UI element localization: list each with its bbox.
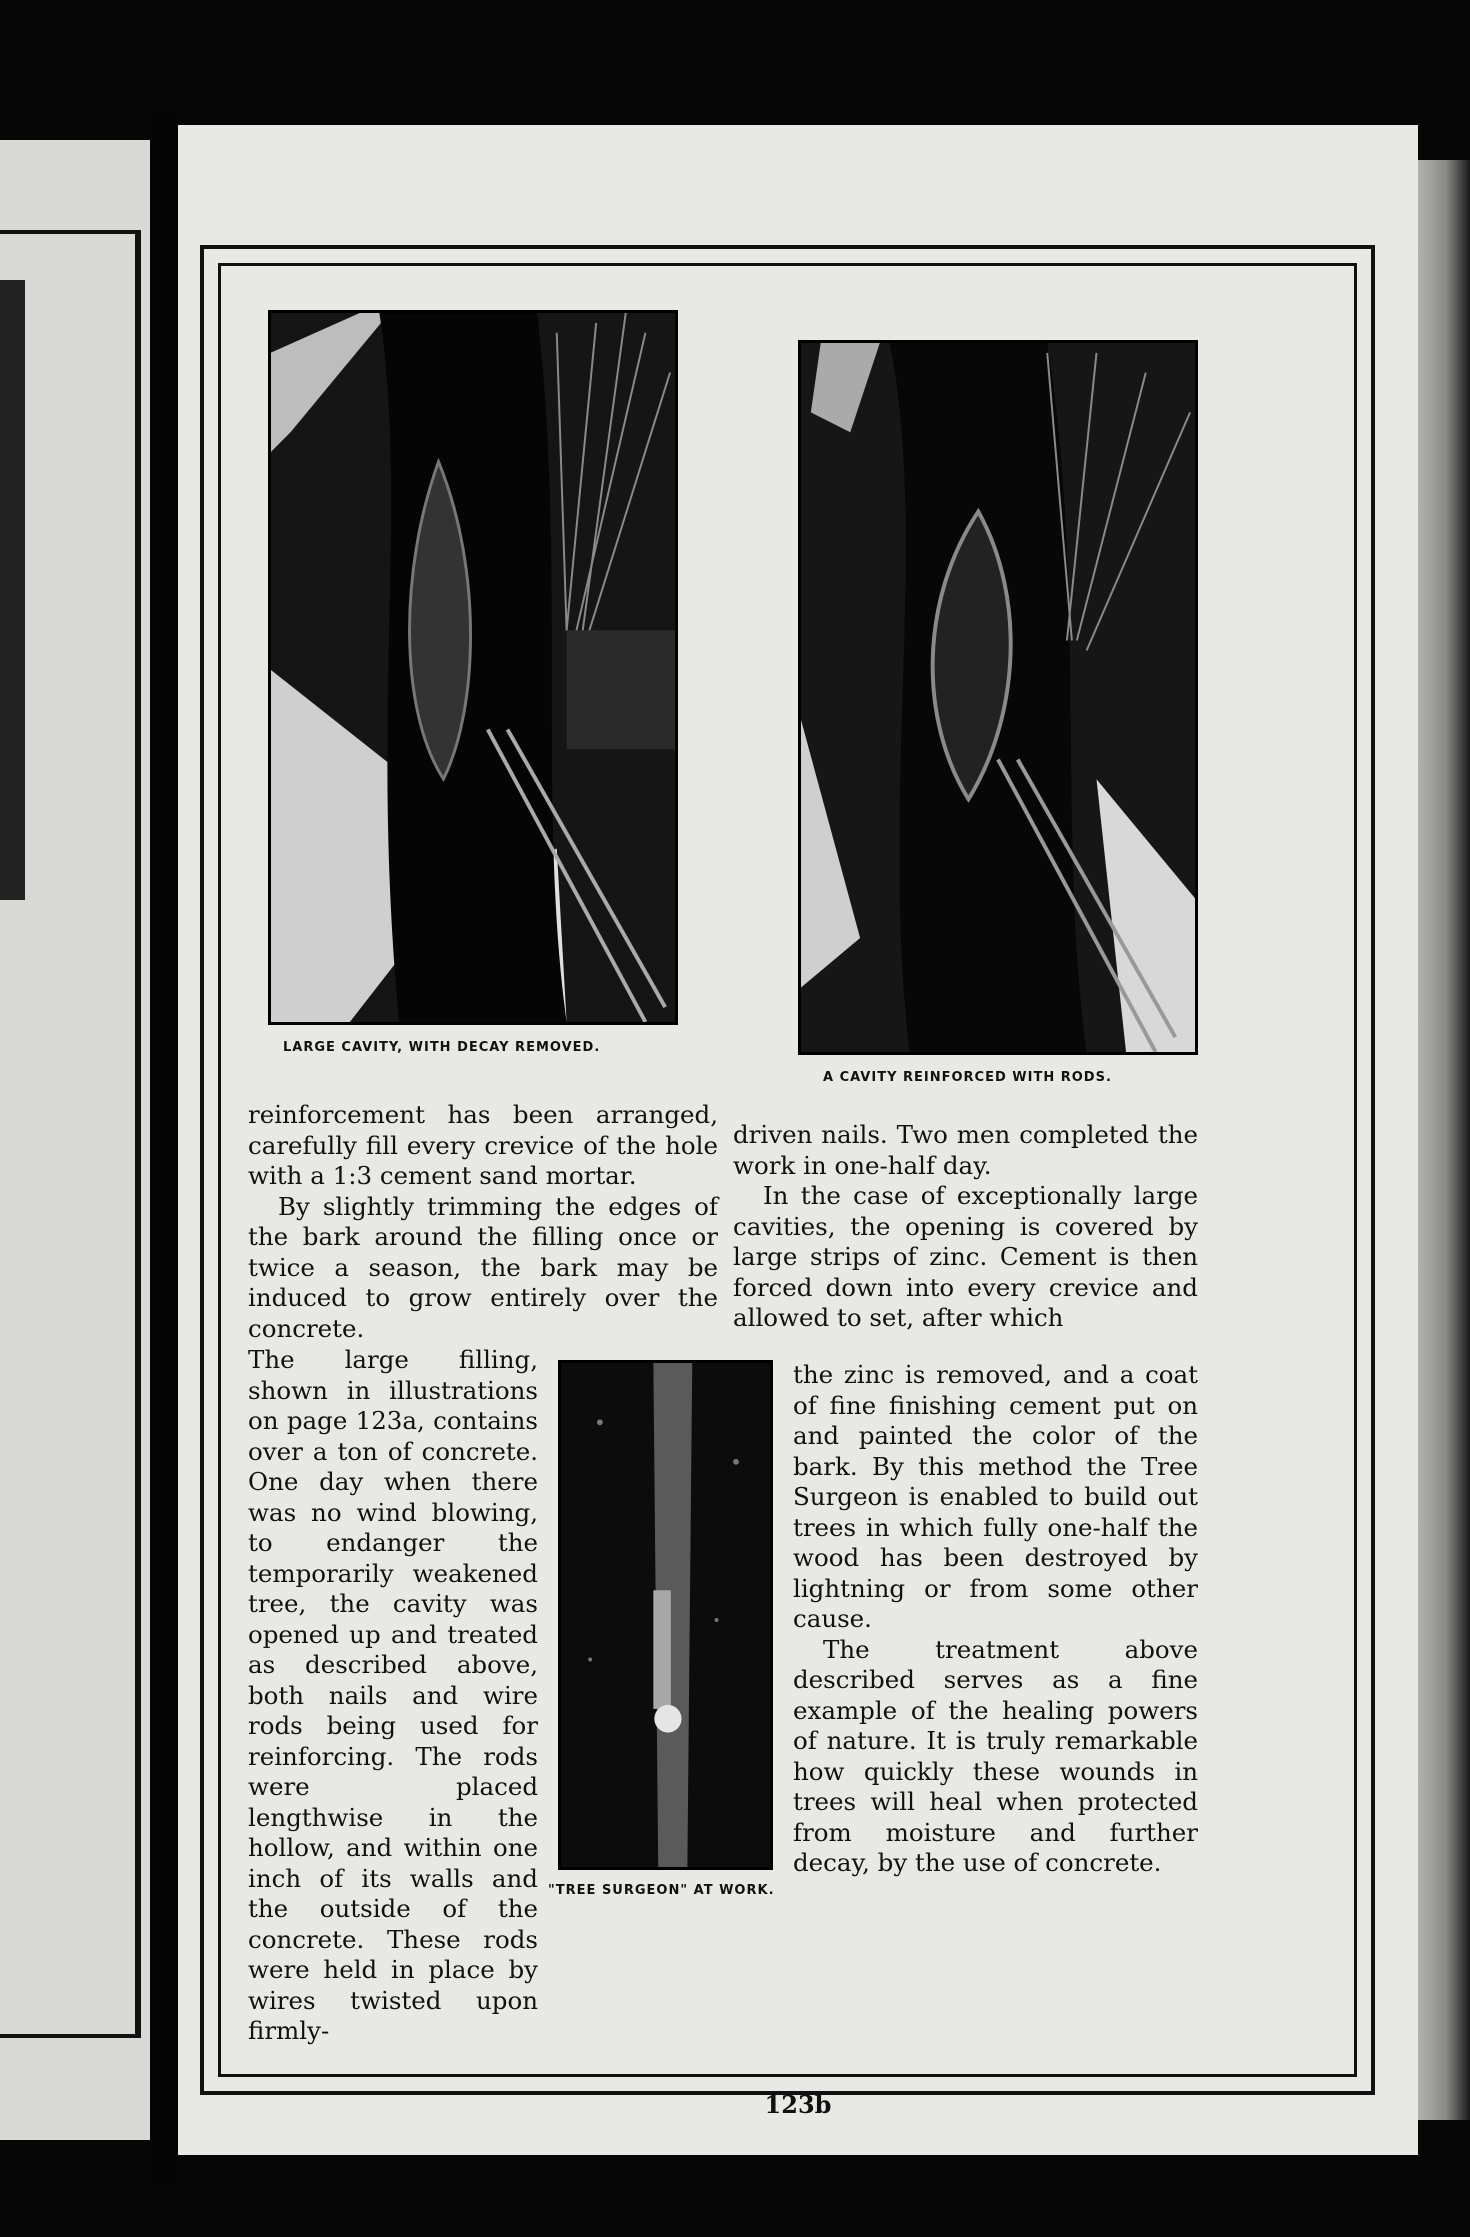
facing-page-edge — [0, 140, 150, 2140]
caption-photo-2: A CAVITY REINFORCED WITH RODS. — [823, 1070, 1112, 1085]
page-stack-edge — [1410, 160, 1470, 2120]
paragraph: The treatment above described serves as a fine example of the healing powers of nature. It is truly remarkable how quickly these wounds in trees will heal when protected from moisture and further decay, by the use of concrete. — [793, 1634, 1198, 1877]
paragraph: The large filling, shown in illustrations on page 123a, contains over a ton of concrete. One day when there was no wind blowing, to endanger the temporarily weakened tree, the cavity was opened up and treated as described above, both nails and wire rods being used for reinforcing. The rods were placed lengthwise in the hollow, and within one inch of its walls and the outside of the concrete. These rods were held in place by wires twisted upon firmly- — [248, 1345, 538, 2045]
photo-tree-surgeon — [558, 1360, 773, 1870]
text-column-left-narrow — [248, 1345, 538, 2047]
book-page — [178, 125, 1418, 2155]
text-column-right-narrow — [793, 1360, 1198, 1879]
page-number: 123b — [764, 2090, 832, 2119]
photo-large-cavity — [268, 310, 678, 1025]
paragraph: In the case of exceptionally large cavities, the opening is covered by large strips of zinc. Cement is then forced down into every crevice and allowed to set, after which — [733, 1181, 1198, 1332]
paragraph: By slightly trimming the edges of the bark around the filling once or twice a season, the bark may be induced to grow entirely over the concrete. — [248, 1191, 718, 1343]
facing-page-photo-edge — [0, 280, 25, 900]
text-column-right — [733, 1120, 1198, 1334]
caption-photo-1: LARGE CAVITY, WITH DECAY REMOVED. — [283, 1040, 601, 1055]
book-spine — [150, 110, 178, 2190]
paragraph: driven nails. Two men completed the work in one-half day. — [733, 1120, 1198, 1180]
photo-cavity-reinforced — [798, 340, 1198, 1055]
text-column-left — [248, 1100, 718, 1344]
paragraph: reinforcement has been arranged, carefully fill every crevice of the hole with a 1:3 cement sand mortar. — [248, 1100, 718, 1190]
caption-photo-3: "TREE SURGEON" AT WORK. — [548, 1883, 775, 1898]
paragraph: the zinc is removed, and a coat of fine finishing cement put on and painted the color of the bark. By this method the Tree Surgeon is enabled to build out trees in which fully one-half the wood has been destroyed by lightning or from some other cause. — [793, 1360, 1198, 1633]
